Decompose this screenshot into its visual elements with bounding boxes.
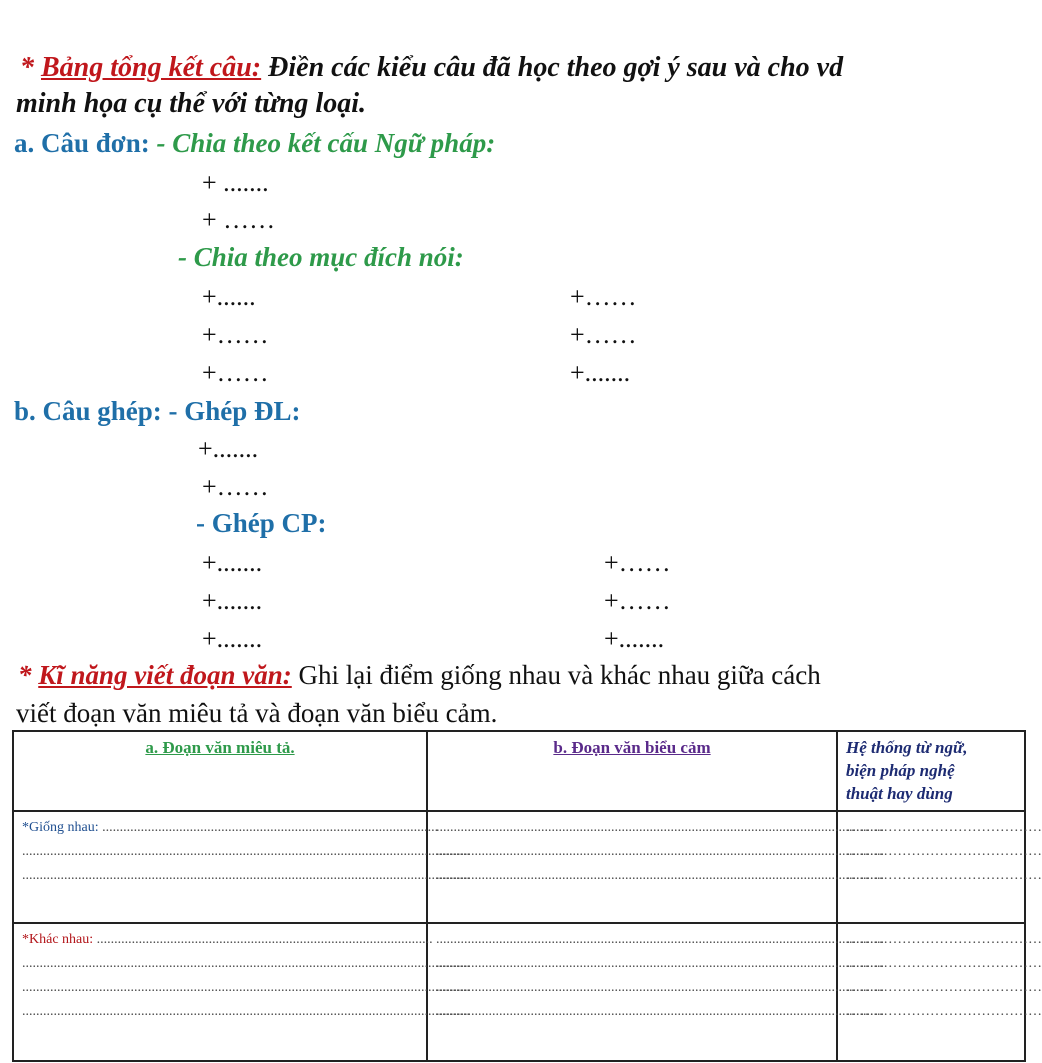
- comparison-table: [12, 730, 1042, 1062]
- dependent-left-3: +.......: [202, 624, 263, 653]
- col-techniques-header: [837, 731, 1025, 811]
- similarities-line-3[interactable]: ................................................................................................................................: [22, 868, 470, 883]
- techniques-same-line-2[interactable]: ……………………………………: [846, 844, 1042, 859]
- summary-instruction: Điền các kiểu câu đã học theo gợi ý sau và cho vd: [261, 52, 844, 83]
- techniques-diff-line-3[interactable]: ……………………………………: [846, 980, 1042, 995]
- differences-line-2[interactable]: ................................................................................................................................: [22, 956, 470, 971]
- col-expressive-title: b. Đoạn văn biểu cảm: [553, 738, 711, 757]
- col-description-title: a. Đoạn văn miêu tả.: [145, 738, 295, 757]
- grammar-item-2: + ……: [202, 205, 276, 234]
- dependent-right-1: +……: [604, 548, 671, 577]
- differences-line-4[interactable]: ................................................................................................................................: [22, 1004, 470, 1019]
- independent-item-1: +.......: [198, 434, 259, 463]
- dependent-label: - Ghép CP:: [196, 508, 327, 538]
- dependent-right-2: +……: [604, 586, 671, 615]
- differences-line-1[interactable]: *Khác nhau: ................................................................................................: [22, 932, 433, 947]
- expressive-diff-line-3[interactable]: ................................................................................................................................: [436, 980, 884, 995]
- differences-expressive-cell[interactable]: [427, 923, 884, 1061]
- techniques-line-1: Hệ thống từ ngữ,: [846, 738, 968, 757]
- techniques-same-line-1[interactable]: ……………………………………: [846, 820, 1042, 835]
- purpose-right-2: +……: [570, 320, 637, 349]
- heading-star: *: [20, 52, 41, 83]
- purpose-left-1: +......: [202, 282, 256, 311]
- grammar-structure-label: - Chia theo kết cấu Ngữ pháp:: [156, 128, 496, 158]
- techniques-same-line-3[interactable]: ……………………………………: [846, 868, 1042, 883]
- similarities-expressive-cell[interactable]: [427, 811, 884, 923]
- techniques-line-3: thuật hay dùng: [846, 784, 953, 803]
- purpose-right-1: +……: [570, 282, 637, 311]
- simple-sentence-line: [14, 128, 495, 159]
- similarities-label: *Giống nhau:: [22, 820, 99, 835]
- skills-title: Kĩ năng viết đoạn văn:: [38, 660, 292, 690]
- differences-label: *Khác nhau:: [22, 932, 94, 947]
- similarities-techniques-cell[interactable]: [837, 811, 1042, 923]
- expressive-diff-line-2[interactable]: ................................................................................................................................: [436, 956, 884, 971]
- col-expressive-header: [427, 731, 837, 811]
- expressive-same-line-1[interactable]: ................................................................................................................................: [436, 820, 884, 835]
- similarities-line-1[interactable]: *Giống nhau: ................................................................................................: [22, 820, 439, 835]
- table-row-differences: [13, 923, 1025, 1061]
- purpose-left-2: +……: [202, 320, 269, 349]
- differences-description-cell[interactable]: [13, 923, 470, 1061]
- skills-text-cont: viết đoạn văn miêu tả và đoạn văn biểu cảm.: [16, 698, 498, 728]
- purpose-left-3: +……: [202, 358, 269, 387]
- differences-techniques-cell[interactable]: [837, 923, 1042, 1061]
- techniques-line-2: biện pháp nghệ: [846, 761, 955, 780]
- expressive-diff-line-4[interactable]: ................................................................................................................................: [436, 1004, 884, 1019]
- skills-star: *: [18, 660, 39, 690]
- expressive-diff-line-1[interactable]: ................................................................................................................................: [436, 932, 884, 947]
- summary-instruction-cont: minh họa cụ thể với từng loại.: [16, 88, 366, 119]
- purpose-label: - Chia theo mục đích nói:: [178, 242, 464, 272]
- similarities-line-2[interactable]: ................................................................................................................................: [22, 844, 470, 859]
- skills-text: Ghi lại điểm giống nhau và khác nhau giữa cách: [291, 660, 821, 690]
- summary-heading: [20, 52, 843, 84]
- simple-sentence-label: a. Câu đơn:: [14, 128, 157, 158]
- dependent-right-3: +.......: [604, 624, 665, 653]
- table-header-row: [13, 731, 1025, 811]
- purpose-right-3: +.......: [570, 358, 631, 387]
- dependent-left-2: +.......: [202, 586, 263, 615]
- table-row-similarities: [13, 811, 1025, 923]
- compound-sentence-label: b. Câu ghép: - Ghép ĐL:: [14, 396, 301, 426]
- techniques-diff-line-4[interactable]: ……………………………………: [846, 1004, 1042, 1019]
- expressive-same-line-3[interactable]: ................................................................................................................................: [436, 868, 884, 883]
- summary-title: Bảng tổng kết câu:: [41, 52, 262, 83]
- dependent-left-1: +.......: [202, 548, 263, 577]
- expressive-same-line-2[interactable]: ................................................................................................................................: [436, 844, 884, 859]
- differences-line-3[interactable]: ................................................................................................................................: [22, 980, 470, 995]
- independent-item-2: +……: [202, 472, 269, 501]
- skills-heading: [18, 660, 821, 691]
- grammar-item-1: + .......: [202, 168, 269, 197]
- techniques-diff-line-1[interactable]: ……………………………………: [846, 932, 1042, 947]
- col-description-header: [13, 731, 427, 811]
- similarities-description-cell[interactable]: [13, 811, 470, 923]
- techniques-diff-line-2[interactable]: ……………………………………: [846, 956, 1042, 971]
